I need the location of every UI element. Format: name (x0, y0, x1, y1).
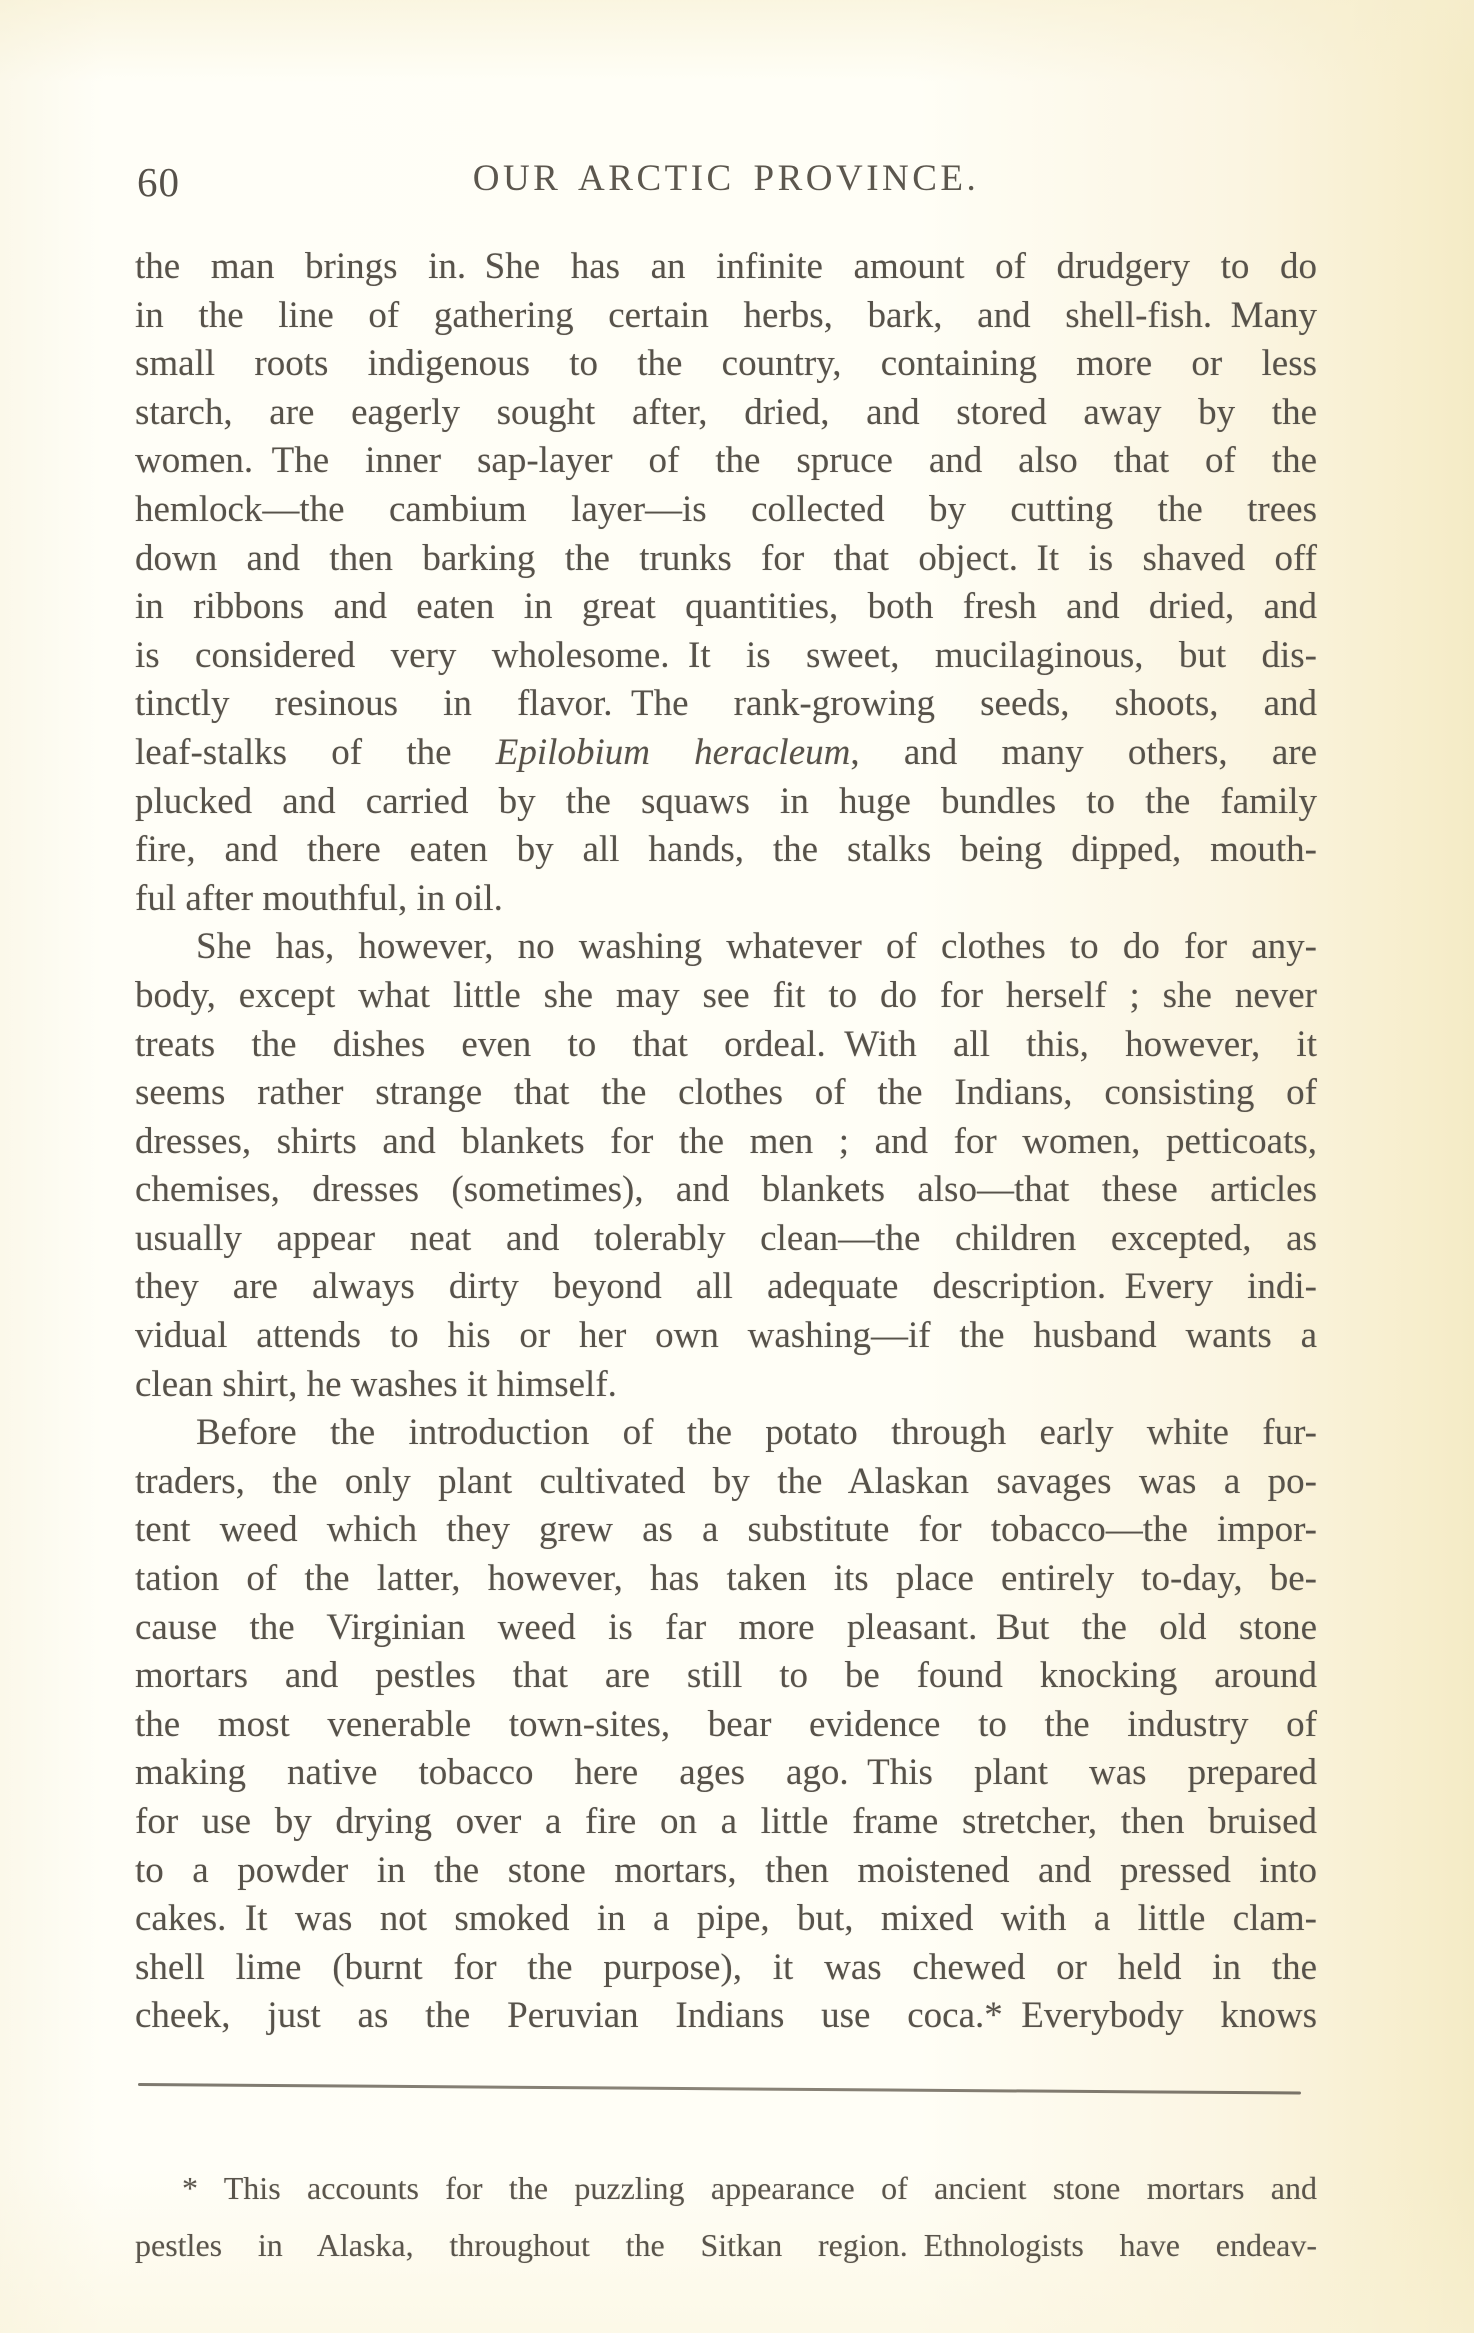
paragraph (135, 243, 1317, 923)
text-line: cause the Virginian weed is far more pleasant. But the old stone (135, 1606, 1317, 1648)
text-line: hemlock—the cambium layer—is collected by cutting the trees (135, 488, 1317, 530)
text-line: in the line of gathering certain herbs, bark, and shell-fish. Many (135, 294, 1317, 336)
text-line: dresses, shirts and blankets for the men ; and for women, petticoats, (135, 1120, 1317, 1162)
paragraph (135, 923, 1317, 1409)
text-line: for use by drying over a fire on a little frame stretcher, then bruised (135, 1801, 1317, 1842)
page-number: 60 (137, 159, 180, 205)
text-line (135, 729, 1317, 778)
text-segment: leaf-stalks of the (135, 731, 496, 773)
text-line: She has, however, no washing whatever of clothes to do for any- (196, 926, 1317, 968)
text-line: ful after mouthful, in oil. (135, 877, 503, 919)
text-line: making native tobacco here ages ago. This plant was prepared (135, 1752, 1317, 1794)
text-line: clean shirt, he washes it himself. (135, 1363, 617, 1405)
text-line: the man brings in. She has an infinite amount of drudgery to do (135, 246, 1317, 287)
species-name-italic: Epilobium heracleum (495, 731, 851, 773)
text-line: in ribbons and eaten in great quantities, both fresh and dried, and (135, 586, 1317, 628)
text-line: cakes. It was not smoked in a pipe, but, mixed with a little clam- (135, 1898, 1317, 1940)
text-line: fire, and there eaten by all hands, the stalks being dipped, mouth- (135, 829, 1317, 871)
body-text (135, 243, 1317, 2041)
text-line: women. The inner sap-layer of the spruce and also that of the (135, 440, 1317, 482)
footnote-separator-rule (138, 2083, 1301, 2095)
text-line: seems rather strange that the clothes of the Indians, consisting of (135, 1072, 1317, 1114)
text-line: tinctly resinous in flavor. The rank-growing seeds, shoots, and (135, 683, 1317, 725)
paragraph (135, 1409, 1317, 2041)
text-line: vidual attends to his or her own washing—if the husband wants a (135, 1315, 1317, 1357)
text-line: Before the introduction of the potato through early white fur- (196, 1412, 1317, 1454)
text-line: chemises, dresses (sometimes), and blankets also—that these articles (135, 1169, 1317, 1211)
text-line: traders, the only plant cultivated by the Alaskan savages was a po- (135, 1460, 1317, 1502)
text-line: is considered very wholesome. It is sweet, mucilaginous, but dis- (135, 634, 1317, 676)
text-line: they are always dirty beyond all adequate description. Every indi- (135, 1266, 1317, 1308)
footnote-line: * This accounts for the puzzling appearance of ancient stone mortars and (182, 2170, 1317, 2206)
text-line: usually appear neat and tolerably clean—the children excepted, as (135, 1217, 1317, 1259)
text-line: treats the dishes even to that ordeal. With all this, however, it (135, 1023, 1317, 1065)
text-line: small roots indigenous to the country, containing more or less (135, 343, 1317, 385)
text-line: tation of the latter, however, has taken its place entirely to-day, be- (135, 1558, 1317, 1600)
text-line: the most venerable town-sites, bear evidence to the industry of (135, 1703, 1317, 1745)
text-segment: , and many others, are (850, 731, 1317, 773)
text-line: cheek, just as the Peruvian Indians use coca.* Everybody knows (135, 1995, 1317, 2037)
text-line: starch, are eagerly sought after, dried, and stored away by the (135, 391, 1317, 433)
text-line: plucked and carried by the squaws in huge bundles to the family (135, 780, 1317, 822)
text-line: tent weed which they grew as a substitute for tobacco—the impor- (135, 1509, 1317, 1551)
footnote (135, 2160, 1317, 2274)
text-line: to a powder in the stone mortars, then moistened and pressed into (135, 1849, 1317, 1891)
footnote-line: pestles in Alaska, throughout the Sitkan region. Ethnologists have endeav- (135, 2227, 1317, 2263)
text-line: mortars and pestles that are still to be found knocking around (135, 1655, 1317, 1697)
text-line: shell lime (burnt for the purpose), it was chewed or held in the (135, 1946, 1317, 1988)
text-line: down and then barking the trunks for that object. It is shaved off (135, 537, 1317, 579)
text-line: body, except what little she may see fit to do for herself ; she never (135, 974, 1317, 1016)
running-title: OUR ARCTIC PROVINCE. (472, 158, 980, 199)
running-head (135, 157, 1317, 205)
